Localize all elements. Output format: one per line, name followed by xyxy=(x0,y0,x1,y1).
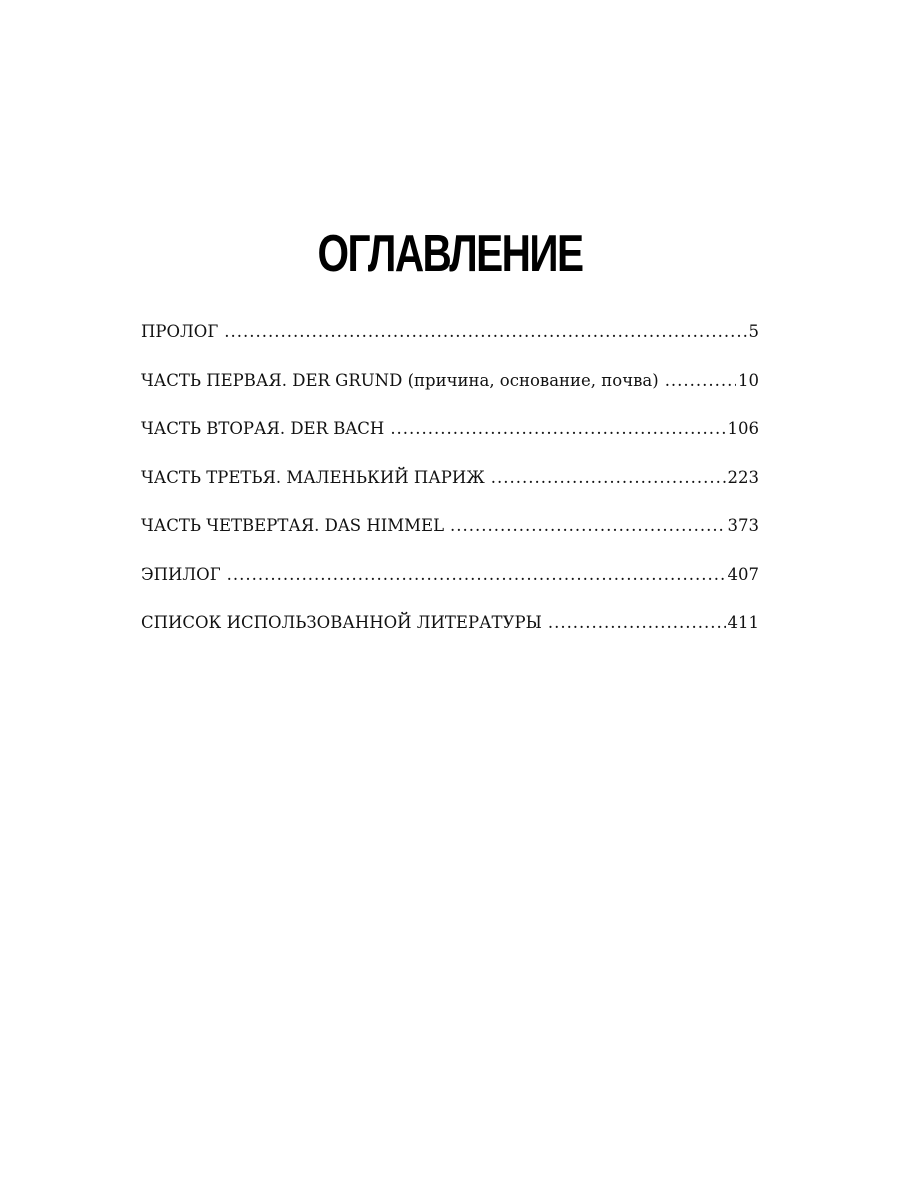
dot-leader xyxy=(665,371,736,390)
dot-leader xyxy=(450,516,725,535)
toc-entry-label: ЧАСТЬ ТРЕТЬЯ. МАЛЕНЬКИЙ ПАРИЖ xyxy=(141,467,485,487)
dot-leader xyxy=(548,613,726,632)
toc-entry-page-number: 223 xyxy=(727,467,759,487)
toc-entry-page-number: 407 xyxy=(727,564,759,584)
dot-leader xyxy=(224,322,746,341)
table-of-contents xyxy=(141,322,759,662)
toc-entry[interactable] xyxy=(141,371,759,420)
toc-entry-label: ЭПИЛОГ xyxy=(141,564,221,584)
toc-entry-page-number: 10 xyxy=(738,370,759,390)
toc-entry[interactable] xyxy=(141,516,759,565)
toc-entry-page-number: 5 xyxy=(748,322,759,341)
toc-entry-label: ПРОЛОГ xyxy=(141,322,219,341)
page-title: ОГЛАВЛЕНИЕ xyxy=(317,225,583,283)
dot-leader xyxy=(227,565,726,584)
toc-entry-page-number: 106 xyxy=(727,419,759,438)
toc-entry-label: ЧАСТЬ ВТОРАЯ. DER BACH xyxy=(141,419,385,438)
toc-entry[interactable] xyxy=(141,468,759,517)
toc-entry[interactable] xyxy=(141,322,759,371)
toc-entry[interactable] xyxy=(141,419,759,468)
toc-entry-page-number: 411 xyxy=(727,613,759,632)
toc-entry[interactable] xyxy=(141,613,759,662)
toc-entry-label: СПИСОК ИСПОЛЬЗОВАННОЙ ЛИТЕРАТУРЫ xyxy=(141,613,542,632)
toc-entry-label: ЧАСТЬ ПЕРВАЯ. DER GRUND (причина, основание, почва) xyxy=(141,370,659,390)
toc-entry-page-number: 373 xyxy=(727,516,759,535)
toc-entry-label: ЧАСТЬ ЧЕТВЕРТАЯ. DAS HIMMEL xyxy=(141,516,445,535)
dot-leader xyxy=(390,419,725,438)
dot-leader xyxy=(491,468,726,487)
toc-entry[interactable] xyxy=(141,565,759,614)
